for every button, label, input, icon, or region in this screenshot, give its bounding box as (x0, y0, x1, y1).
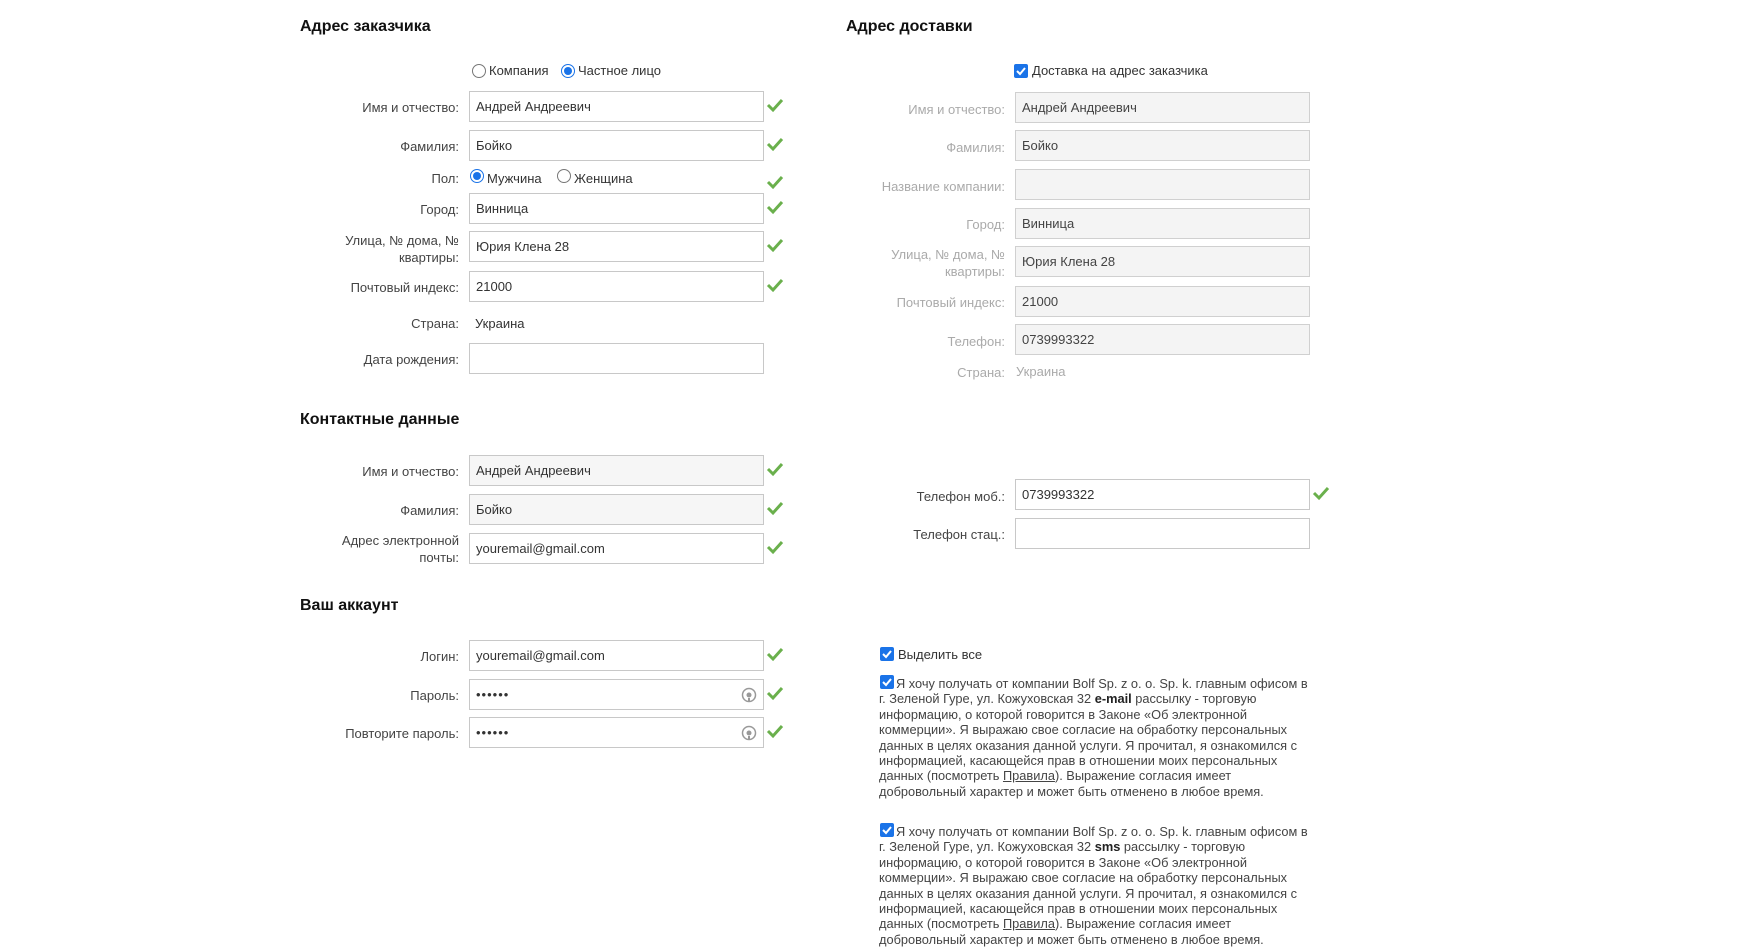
email-consent-rules-link[interactable]: Правила (1002, 768, 1055, 784)
password-repeat-label: Повторите пароль: (345, 726, 459, 741)
customer-address-title: Адрес заказчика (300, 18, 431, 35)
delivery-country-label: Страна: (957, 365, 1005, 380)
delivery-phone-label: Телефон: (947, 334, 1005, 349)
customer-zip-label: Почтовый индекс: (350, 280, 459, 295)
account-title: Ваш аккаунт (300, 597, 399, 614)
mobile-phone-label: Телефон моб.: (916, 489, 1005, 504)
customer-city-label: Город: (420, 202, 459, 217)
customer-zip-input[interactable] (469, 271, 764, 302)
login-input[interactable] (469, 640, 764, 671)
contact-last-name-label: Фамилия: (400, 503, 459, 518)
delivery-address-title: Адрес доставки (846, 18, 973, 35)
delivery-same-address-checkbox[interactable] (1014, 64, 1028, 78)
email-consent-channel: e-mail (1094, 691, 1132, 707)
type-company-radio[interactable] (472, 64, 486, 78)
valid-check-icon (1312, 485, 1330, 501)
customer-first-name-input[interactable] (469, 91, 764, 122)
customer-last-name-input[interactable] (469, 130, 764, 161)
delivery-first-name-input[interactable] (1015, 92, 1310, 123)
gender-male-label: Мужчина (487, 171, 542, 186)
delivery-zip-input[interactable] (1015, 286, 1310, 317)
birth-date-label: Дата рождения: (363, 352, 459, 367)
delivery-company-input[interactable] (1015, 169, 1310, 200)
show-password-icon[interactable] (741, 687, 757, 703)
landline-phone-input[interactable] (1015, 518, 1310, 549)
delivery-country-value: Украина (1016, 364, 1066, 379)
password-label: Пароль: (410, 688, 459, 703)
type-private-label: Частное лицо (578, 63, 661, 78)
contact-email-label-line2: почты: (419, 550, 459, 565)
contact-title: Контактные данные (300, 411, 460, 428)
delivery-city-label: Город: (966, 217, 1005, 232)
customer-last-name-label: Фамилия: (400, 139, 459, 154)
sms-consent-rules-link[interactable]: Правила (1002, 916, 1055, 932)
contact-email-input[interactable] (469, 533, 764, 564)
select-all-label: Выделить все (898, 647, 983, 662)
delivery-same-address-label: Доставка на адрес заказчика (1032, 63, 1208, 78)
type-company-label: Компания (489, 63, 549, 78)
valid-check-icon (766, 539, 784, 555)
valid-check-icon (766, 277, 784, 293)
delivery-company-label: Название компании: (881, 179, 1005, 194)
valid-check-icon (766, 723, 784, 739)
password-input[interactable] (469, 679, 764, 710)
delivery-zip-label: Почтовый индекс: (896, 295, 1005, 310)
password-repeat-input[interactable] (469, 717, 764, 748)
customer-country-value: Украина (475, 316, 525, 331)
customer-street-label-line2: квартиры: (398, 250, 459, 265)
valid-check-icon (766, 461, 784, 477)
customer-street-input[interactable] (469, 231, 764, 262)
contact-first-name-input[interactable] (469, 455, 764, 486)
delivery-first-name-label: Имя и отчество: (908, 102, 1005, 117)
customer-city-input[interactable] (469, 193, 764, 224)
customer-first-name-label: Имя и отчество: (362, 100, 459, 115)
delivery-last-name-input[interactable] (1015, 130, 1310, 161)
contact-email-label-line1: Адрес электронной (341, 533, 459, 548)
delivery-street-input[interactable] (1015, 246, 1310, 277)
delivery-last-name-label: Фамилия: (946, 140, 1005, 155)
birth-date-input[interactable] (469, 343, 764, 374)
mobile-phone-input[interactable] (1015, 479, 1310, 510)
landline-phone-label: Телефон стац.: (913, 527, 1005, 542)
valid-check-icon (766, 646, 784, 662)
login-label: Логин: (420, 649, 459, 664)
valid-check-icon (766, 136, 784, 152)
contact-first-name-label: Имя и отчество: (362, 464, 459, 479)
valid-check-icon (766, 174, 784, 190)
gender-female-radio[interactable] (557, 169, 571, 183)
valid-check-icon (766, 685, 784, 701)
select-all-checkbox[interactable] (880, 647, 894, 661)
gender-male-radio[interactable] (470, 169, 484, 183)
sms-consent-channel: sms (1094, 839, 1121, 855)
gender-female-label: Женщина (574, 171, 633, 186)
sms-consent-text: Я хочу получать от компании Bolf Sp. z o. o. Sp. k. главным офисом в г. Зеленой Гуре, ул. Кожуховская 32 sms рассылку - торговую информацию, о которой говорится в Законе «Об электронной коммерции». Я выражаю свое согласие на обработку персональных данных в целях оказания данной услуги. Я прочитал, я ознакомился с информацией, касающейся прав в отношении моих персональных данных (посмотреть Правила). Выражение согласия имеет добровольный характер и может быть отменено в любое время. (879, 824, 1308, 947)
email-consent-text: Я хочу получать от компании Bolf Sp. z o. o. Sp. k. главным офисом в г. Зеленой Гуре, ул. Кожуховская 32 e-mail рассылку - торговую информацию, о которой говорится в Законе «Об электронной коммерции». Я выражаю свое согласие на обработку персональных данных в целях оказания данной услуги. Я прочитал, я ознакомился с информацией, касающейся прав в отношении моих персональных данных (посмотреть Правила). Выражение согласия имеет добровольный характер и может быть отменено в любое время. (879, 676, 1308, 799)
customer-country-label: Страна: (411, 316, 459, 331)
delivery-street-label-line2: квартиры: (944, 264, 1005, 279)
valid-check-icon (766, 500, 784, 516)
contact-last-name-input[interactable] (469, 494, 764, 525)
delivery-phone-input[interactable] (1015, 324, 1310, 355)
delivery-street-label-line1: Улица, № дома, № (891, 247, 1005, 262)
valid-check-icon (766, 97, 784, 113)
valid-check-icon (766, 199, 784, 215)
delivery-city-input[interactable] (1015, 208, 1310, 239)
type-private-radio[interactable] (561, 64, 575, 78)
show-password-icon[interactable] (741, 725, 757, 741)
customer-street-label-line1: Улица, № дома, № (345, 233, 459, 248)
valid-check-icon (766, 237, 784, 253)
gender-label: Пол: (431, 171, 459, 186)
